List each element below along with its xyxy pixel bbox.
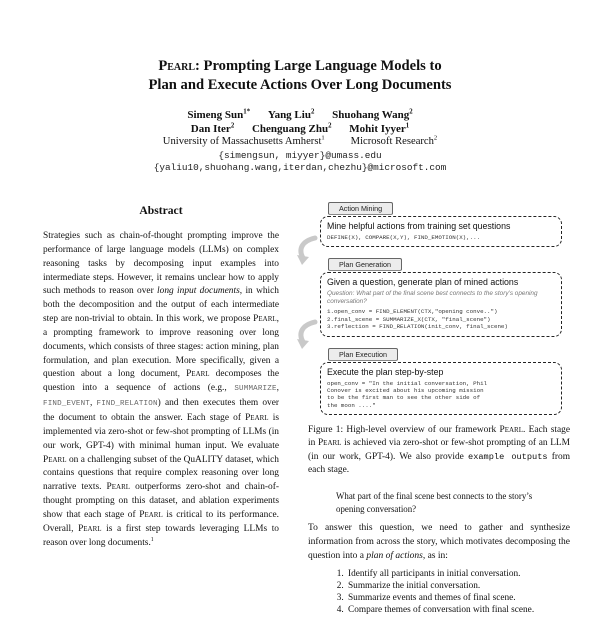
question-quote: What part of the final scene best connects to the story’s opening conversation? <box>336 491 533 514</box>
author-affiliation-marker: 2 <box>230 122 235 130</box>
list-item: 4. Compare themes of conversation with final scene. <box>346 604 570 616</box>
author <box>349 123 409 135</box>
author <box>187 109 250 121</box>
paper-title-line1: Pearl: Prompting Large Language Models to <box>158 58 442 74</box>
numbered-list <box>308 568 570 617</box>
author-affiliation-marker: 2 <box>409 108 413 116</box>
box-code-line: 1.open_conv = FIND_ELEMENT(CTX,"opening conve..") <box>327 308 498 316</box>
figure-box <box>320 216 562 247</box>
paper-title-line2: Plan and Execute Actions Over Long Documents <box>148 76 452 93</box>
figure-box <box>320 272 562 336</box>
affiliation-marker: 1 <box>321 134 325 142</box>
abstract-heading: Abstract <box>139 204 183 217</box>
figure-box-plan-generation <box>320 254 562 336</box>
box-headline: Given a question, generate plan of mined actions <box>327 277 519 288</box>
author-affiliation-marker: 2 <box>310 108 315 116</box>
box-code-line: open_conv = "In the initial conversation, Phil <box>327 379 488 387</box>
author-name: Mohit Iyyer <box>349 122 406 135</box>
box-code-line: the moon ...." <box>327 401 376 409</box>
email-line: {simengsun, miyyer}@umass.edu <box>218 150 382 161</box>
body-paragraph: To answer this question, we need to gather and synthesize information from across the story, which motivates decomposing the question into a plan of actions, as in: <box>308 522 570 562</box>
author-name: Shuohang Wang <box>332 109 410 121</box>
affiliation-marker: 2 <box>433 134 438 142</box>
figure-tab-action-mining: Action Mining <box>328 202 393 215</box>
author-affiliation-marker: 1 <box>405 122 410 130</box>
box-code-line: 3.reflection = FIND_RELATION(init_conv, final_scene) <box>327 323 508 331</box>
email-block <box>0 150 600 174</box>
authors-line-1 <box>0 109 600 123</box>
list-item: 3. Summarize events and themes of final scene. <box>346 592 570 604</box>
email-line: {yaliu10,shuohang.wang,iterdan,chezhu}@microsoft.com <box>153 161 447 173</box>
figure-box-plan-execution <box>320 344 562 416</box>
arrow-down-icon <box>295 236 321 266</box>
author <box>332 109 413 121</box>
box-headline: Execute the plan step-by-step <box>327 366 444 377</box>
author-name: Yang Liu <box>267 109 311 121</box>
affiliation-line <box>0 136 600 147</box>
figure-tab-plan-generation: Plan Generation <box>328 258 402 271</box>
author <box>268 109 315 121</box>
box-code-line: to be the first man to see the other side of <box>327 394 481 402</box>
author-affiliation-marker: 2 <box>328 122 332 130</box>
box-code-line: Conover is excited about his upcoming mission <box>327 387 484 395</box>
figure-tab-plan-execution: Plan Execution <box>328 348 398 361</box>
figure-box-action-mining <box>320 198 562 247</box>
affiliation: University of Massachusetts Amherst <box>162 136 322 147</box>
box-code-line: 2.final_scene = SUMMARIZE_X(CTX, "final_scene") <box>327 315 491 323</box>
figure-box <box>320 362 562 416</box>
figure-caption: Figure 1: High-level overview of our framework Pearl. Each stage in Pearl is achieved via zero-shot or few-shot prompting of an LLM (in our work, GPT-4). We also provide example outputs from each stage. <box>308 425 570 475</box>
list-item: 2. Summarize the initial conversation. <box>346 580 570 592</box>
box-code-line: DEFINE(X), COMPARE(X,Y), FIND_EMOTION(X),... <box>327 234 481 241</box>
author-affiliation-marker: 1* <box>243 108 251 116</box>
author-name: Simeng Sun <box>187 109 244 121</box>
author-name: Dan Iter <box>190 122 231 135</box>
author-name: Chenguang Zhu <box>251 122 329 135</box>
box-headline: Mine helpful actions from training set questions <box>327 221 511 231</box>
left-column <box>30 204 292 550</box>
affiliation: Microsoft Research <box>350 136 434 147</box>
figure-1 <box>308 198 570 415</box>
author <box>191 123 234 135</box>
right-column <box>308 198 570 617</box>
authors-line-2 <box>0 123 600 137</box>
abstract-text: Strategies such as chain-of-thought prompting improve the performance of large language models (LLMs) on complex reasoning tasks by decomposing input examples into intermediate steps. However, it remains unclear how to apply such methods to reason over long input documents, in which both the decomposition and the output of each intermediate step are non-trivial to obtain. In this work, we propose Pearl, a prompting framework to improve reasoning over long documents, which consists of three stages: action mining, plan formulation, and plan execution. More specifically, given a question about a long document, Pearl decomposes the question into a sequence of actions (e.g., SUMMARIZE, FIND_EVENT, FIND_RELATION) and then executes them over the document to obtain the answer. Each stage of Pearl is implemented via zero-shot or few-shot prompting of LLMs (in our work, GPT-4) with minimal human input. We evaluate Pearl on a challenging subset of the QuALITY dataset, which contains questions that require complex reasoning over long narrative texts. Pearl outperforms zero-shot and chain-of-thought prompting on this dataset, and ablation experiments show that each stage of Pearl is critical to its performance. Overall, Pearl is a first step towards leveraging LLMs to reason over long documents.$^1$ <box>43 231 279 548</box>
arrow-down-icon <box>295 320 321 350</box>
list-item: 1. Identify all participants in initial conversation. <box>346 568 570 580</box>
paper-title <box>0 57 600 94</box>
author-block <box>0 109 600 137</box>
author <box>252 123 332 135</box>
box-question: Question: What part of the final scene best connects to the story’s opening conversation? <box>327 290 538 306</box>
